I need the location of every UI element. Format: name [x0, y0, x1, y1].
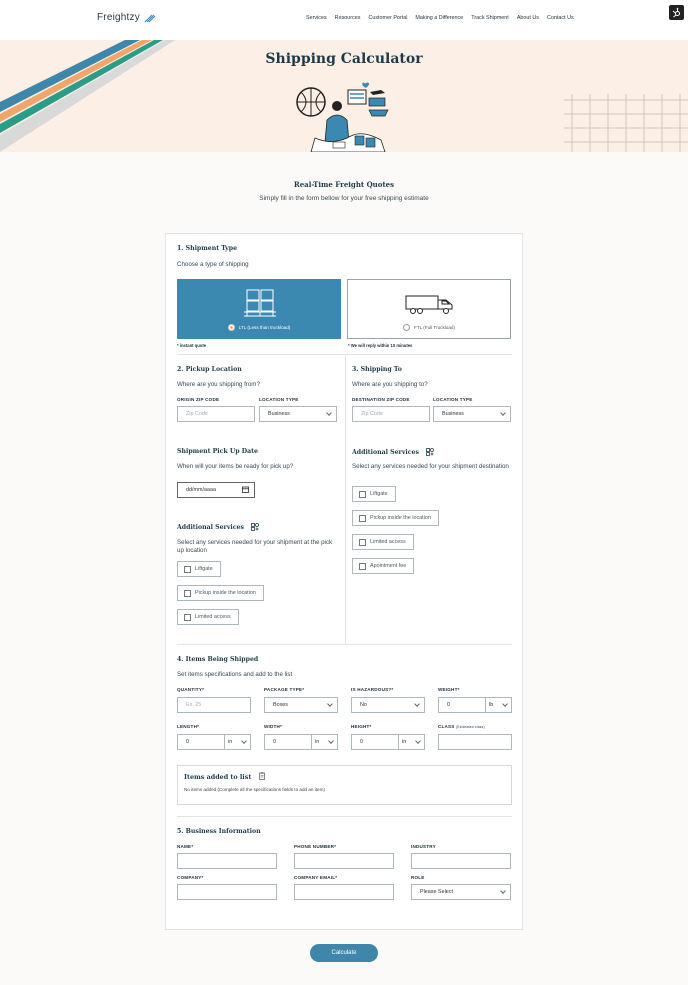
weight-value: 0 [447, 702, 450, 708]
ftl-option-label [348, 324, 510, 331]
pickup-services-heading-text: Additional Services [177, 524, 244, 531]
role-select[interactable]: Please Select [411, 884, 511, 900]
shipment-type-heading: 1. Shipment Type [177, 245, 238, 252]
services-grid-icon [251, 523, 259, 531]
destination-zip-label: DESTINATION ZIP CODE [352, 397, 410, 402]
logistics-illustration [293, 80, 393, 152]
pickup-heading: 2. Pickup Location [177, 366, 242, 373]
page-title: Shipping Calculator [265, 51, 423, 67]
destination-location-type-label: LOCATION TYPE [433, 397, 473, 402]
destination-appointment-fee-checkbox[interactable]: Apointment fee [352, 558, 414, 574]
ftl-label-text: FTL (Full Truckload) [414, 325, 455, 330]
ltl-note: * instant quote [177, 343, 207, 348]
shipping-form [165, 233, 523, 930]
destination-location-type-select[interactable]: Business [433, 406, 511, 422]
length-label: LENGTH* [177, 724, 200, 729]
nav-services[interactable]: Services [306, 15, 327, 21]
nav-making-a-difference[interactable]: Making a Difference [415, 15, 464, 21]
hero-banner [0, 40, 688, 152]
nav-track-shipment[interactable]: Track Shipment [471, 15, 509, 21]
ltl-radio[interactable] [228, 324, 235, 331]
quantity-label: QUANTITY* [177, 687, 205, 692]
destination-services-heading-text: Additional Services [352, 449, 419, 456]
company-label: COMPANY* [177, 875, 204, 880]
intro-subtitle: Simply fill in the form bellow for your free shipping estimate [259, 195, 429, 202]
shipping-to-prompt: Where are you shipping to? [352, 381, 428, 388]
package-type-select[interactable]: Boxes [264, 697, 338, 713]
destination-zip-input[interactable]: Zip Code [352, 406, 430, 422]
destination-inside-location-checkbox[interactable]: Pickup inside the location [352, 510, 439, 526]
pickup-inside-location-checkbox[interactable]: Pickup inside the location [177, 585, 264, 601]
class-input[interactable] [438, 734, 512, 750]
services-grid-icon [426, 448, 434, 456]
brand-logo[interactable] [97, 12, 156, 23]
main-nav [306, 15, 582, 21]
items-list-title [184, 772, 265, 781]
height-input[interactable] [351, 734, 425, 750]
length-input[interactable] [177, 734, 251, 750]
hazardous-label: IS HAZARDOUS?* [351, 687, 394, 692]
nav-contact-us[interactable]: Contact Us [547, 15, 574, 21]
ltl-label-text: LTL (Less than truckload) [238, 325, 291, 330]
destination-services-heading [352, 448, 434, 456]
pickup-date-input[interactable] [177, 482, 255, 498]
ltl-option-label [178, 324, 340, 331]
shipping-to-heading: 3. Shipping To [352, 366, 402, 373]
hubspot-button[interactable] [669, 5, 684, 20]
truck-icon [404, 292, 456, 316]
pickup-limited-access-checkbox[interactable]: Limited access [177, 609, 239, 625]
items-list-title-text: Items added to list [184, 773, 252, 781]
class-label [438, 724, 485, 729]
logo-swoosh-icon [144, 13, 156, 23]
column-divider [345, 355, 346, 644]
role-label: ROLE [411, 875, 425, 880]
company-input[interactable] [177, 884, 277, 900]
ftl-option[interactable] [347, 279, 511, 339]
class-note: (Estimated class) [456, 725, 485, 729]
pickup-location-type-label: LOCATION TYPE [259, 397, 299, 402]
items-heading: 4. Items Being Shipped [177, 656, 259, 663]
weight-label: WEIGHT* [438, 687, 460, 692]
hubspot-icon [669, 5, 684, 20]
divider [177, 644, 512, 645]
nav-about-us[interactable]: About Us [516, 15, 539, 21]
company-email-input[interactable] [294, 884, 394, 900]
length-unit-select[interactable]: in [224, 735, 250, 749]
industry-input[interactable] [411, 853, 511, 869]
pickup-services-prompt: Select any services needed for your shipment at the pick up location [177, 539, 333, 554]
weight-input[interactable] [438, 697, 512, 713]
origin-zip-input[interactable]: Zip Code [177, 406, 255, 422]
ftl-radio[interactable] [403, 324, 410, 331]
width-unit-select[interactable]: in [311, 735, 337, 749]
pickup-date-prompt: When will your items be ready for pick up? [177, 463, 294, 470]
brand-name: Freightzy [97, 12, 140, 23]
pickup-liftgate-checkbox[interactable]: Liftgate [177, 561, 221, 577]
class-label-text: CLASS [438, 724, 455, 729]
length-value: 0 [186, 739, 189, 745]
top-bar [0, 0, 688, 40]
name-input[interactable] [177, 853, 277, 869]
hazardous-select[interactable]: No [351, 697, 425, 713]
nav-resources[interactable]: Resources [334, 15, 361, 21]
business-heading: 5. Business Information [177, 828, 261, 835]
name-label: NAME* [177, 844, 194, 849]
height-value: 0 [360, 739, 363, 745]
origin-zip-label: ORIGIN ZIP CODE [177, 397, 220, 402]
calculate-button[interactable]: Calculate [310, 944, 378, 962]
clipboard-icon [259, 772, 265, 780]
phone-input[interactable] [294, 853, 394, 869]
pickup-date-value: dd/mm/aaaa [186, 487, 216, 493]
quantity-input[interactable]: Ex. 25 [177, 697, 251, 713]
pallet-boxes-icon [243, 288, 277, 318]
intro-title: Real-Time Freight Quotes [293, 180, 395, 189]
industry-label: INDUSTRY [411, 844, 436, 849]
width-label: WIDTH* [264, 724, 283, 729]
items-list-empty-message: No items added (Complete all the specifications fields to add an item) [184, 787, 325, 792]
weight-unit-select[interactable]: lb [485, 698, 511, 712]
destination-services-prompt: Select any services needed for your shipment destination [352, 463, 509, 470]
calendar-icon[interactable] [242, 486, 249, 493]
items-list [177, 765, 512, 805]
destination-liftgate-checkbox[interactable]: Liftgate [352, 486, 396, 502]
items-prompt: Set items specifications and add to the list [177, 671, 293, 678]
hero-grid-decoration [564, 94, 688, 152]
nav-customer-portal[interactable]: Customer Portal [368, 15, 408, 21]
divider [177, 816, 512, 817]
height-label: HEIGHT* [351, 724, 372, 729]
phone-label: PHONE NUMBER* [294, 844, 337, 849]
height-unit-select[interactable]: in [398, 735, 424, 749]
ltl-option[interactable] [177, 279, 341, 339]
pickup-date-heading: Shipment Pick Up Date [177, 448, 258, 455]
pickup-prompt: Where are you shipping from? [177, 381, 260, 388]
pickup-location-type-select[interactable]: Business [259, 406, 337, 422]
ftl-note: * We will reply within 10 minutes [348, 343, 413, 348]
destination-limited-access-checkbox[interactable]: Limited access [352, 534, 414, 550]
pickup-services-heading [177, 523, 259, 531]
width-value: 0 [273, 739, 276, 745]
company-email-label: COMPANY EMAIL* [294, 875, 338, 880]
package-type-label: PACKAGE TYPE* [264, 687, 305, 692]
shipment-type-prompt: Choose a type of shipping [177, 261, 249, 268]
width-input[interactable] [264, 734, 338, 750]
